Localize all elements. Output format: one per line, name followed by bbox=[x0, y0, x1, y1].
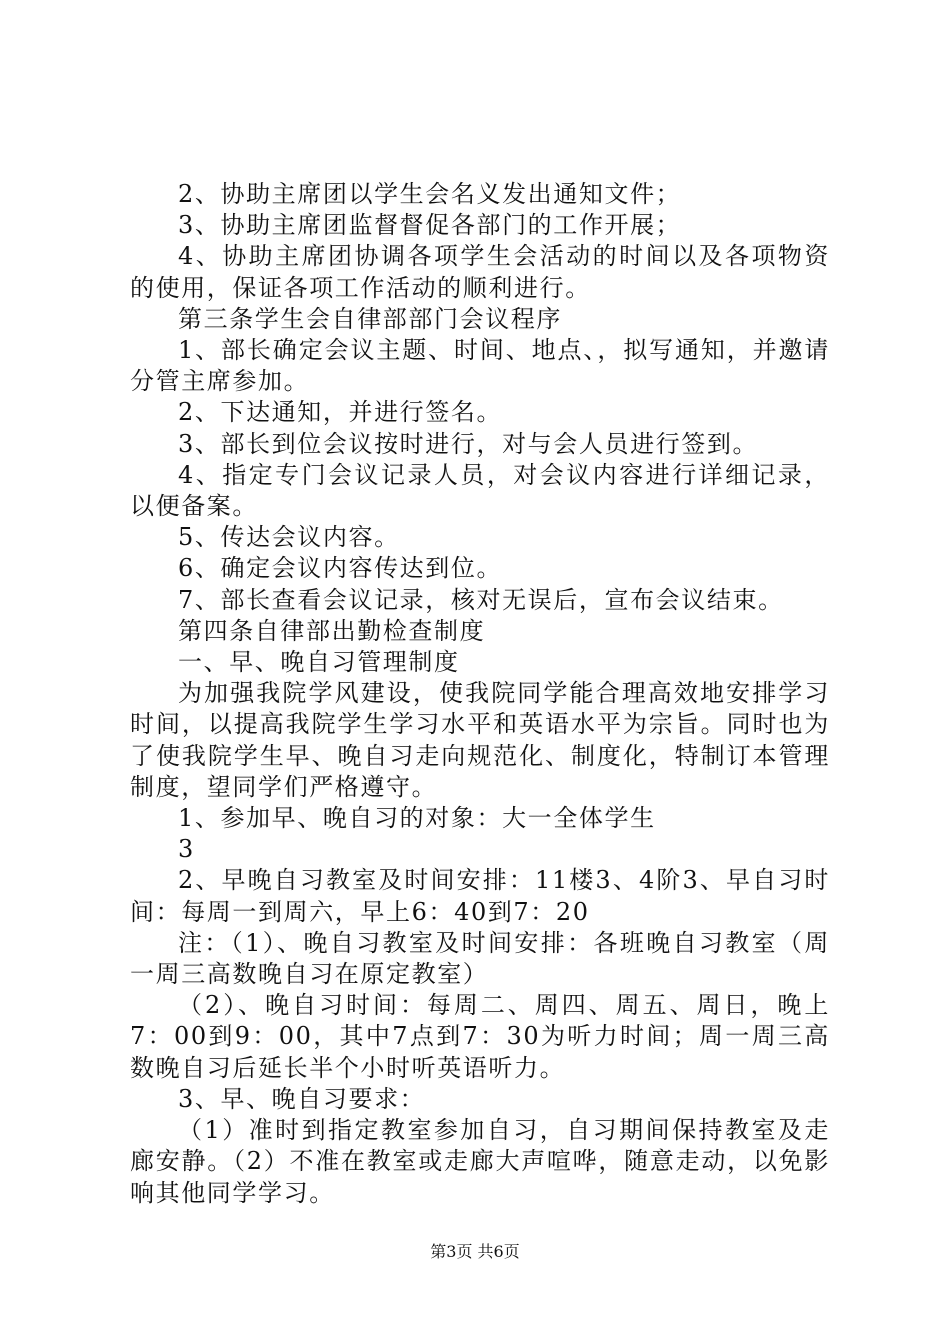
paragraph: 1、参加早、晚自习的对象：大一全体学生 bbox=[178, 804, 656, 833]
page-footer: 第3页 共6页 bbox=[430, 1242, 520, 1261]
subsection-heading: 一、早、晚自习管理制度 bbox=[178, 648, 460, 677]
paragraph: 7、部长查看会议记录，核对无误后，宣布会议结束。 bbox=[178, 585, 784, 614]
paragraph: 2、下达通知，并进行签名。 bbox=[178, 398, 503, 427]
section-heading: 第四条自律部出勤检查制度 bbox=[178, 616, 486, 645]
paragraph: 1、部长确定会议主题、时间、地点、，拟写通知，并邀请分管主席参加。 bbox=[130, 336, 830, 396]
paragraph: 6、确定会议内容传达到位。 bbox=[178, 554, 503, 583]
paragraph: 2、早晚自习教室及时间安排：11楼3、4阶3、早自习时间：每周一到周六，早上6：40到7：20 bbox=[130, 866, 830, 926]
paragraph: 注：（1）、晚自习教室及时间安排：各班晚自习教室（周一周三高数晚自习在原定教室） bbox=[130, 928, 830, 989]
paragraph: （1）准时到指定教室参加自习，自习期间保持教室及走廊安静。（2）不准在教室或走廊大声喧哗，随意走动，以免影响其他同学学习。 bbox=[130, 1116, 830, 1207]
paragraph: 3、协助主席团监督督促各部门的工作开展； bbox=[178, 211, 682, 240]
paragraph: 2、协助主席团以学生会名义发出通知文件； bbox=[178, 180, 682, 208]
paragraph: 5、传达会议内容。 bbox=[178, 523, 400, 552]
paragraph: （2）、晚自习时间：每周二、周四、周五、周日，晚上7：00到9：00，其中7点到7：30为听力时间；周一周三高数晚自习后延长半个小时听英语听力。 bbox=[130, 991, 830, 1082]
paragraph: 4、指定专门会议记录人员，对会议内容进行详细记录，以便备案。 bbox=[130, 460, 830, 521]
section-heading: 第三条学生会自律部部门会议程序 bbox=[178, 304, 562, 333]
paragraph: 为加强我院学风建设，使我院同学能合理高效地安排学习时间，以提高我院学生学习水平和英语水平为宗旨。同时也为了使我院学生早、晚自习走向规范化、制度化，特制订本管理制度，望同学们严格遵守。 bbox=[130, 679, 830, 801]
paragraph: 3 bbox=[178, 835, 195, 864]
document-body bbox=[130, 179, 830, 1209]
paragraph: 3、早、晚自习要求： bbox=[178, 1084, 426, 1113]
paragraph: 4、协助主席团协调各项学生会活动的时间以及各项物资的使用，保证各项工作活动的顺利进行。 bbox=[130, 242, 830, 302]
paragraph: 3、部长到位会议按时进行，对与会人员进行签到。 bbox=[178, 429, 759, 458]
